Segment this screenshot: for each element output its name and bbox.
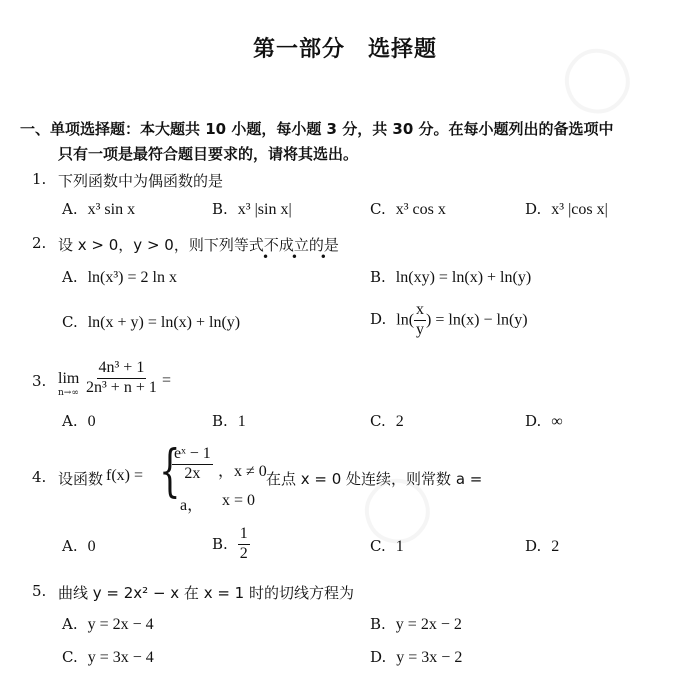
q1-text: 下列函数中为偶函数的是 [58, 172, 224, 190]
option-expr: y = 3x − 2 [396, 649, 463, 666]
section-instruction-line1: 一、单项选择题：本大题共 10 小题，每小题 3 分，共 30 分。在每小题列出的备选项中 [20, 120, 614, 138]
q5-option-b [370, 615, 462, 634]
q2-number: 2. [32, 234, 47, 252]
option-label: A. [62, 537, 78, 555]
option-label: B. [370, 268, 386, 286]
option-label: C. [370, 200, 386, 218]
q2-option-d [370, 302, 528, 339]
option-label: C. [370, 412, 386, 430]
q4-number: 4. [32, 468, 47, 486]
q4-piecewise-brace: { [159, 439, 181, 504]
q3-equals: = [162, 372, 172, 389]
q3-option-d [525, 412, 563, 431]
q4-text-post: 在点 x = 0 处连续，则常数 a = [266, 470, 483, 488]
option-expr: ln(xy) = ln(x) + ln(y) [395, 269, 532, 286]
q4-option-b [212, 526, 250, 563]
q4-option-c [370, 537, 404, 556]
q5-option-c [62, 648, 154, 667]
q3-lim: lim [58, 370, 80, 387]
option-expr: ∞ [551, 413, 563, 430]
q1-option-a [62, 200, 135, 219]
option-label: D. [525, 200, 542, 218]
option-fraction [238, 526, 250, 563]
option-label: D. [370, 310, 387, 329]
q4-case1-condition: ，x ≠ 0 [218, 463, 267, 480]
option-label: D. [525, 412, 542, 430]
option-expr: x³ sin x [87, 201, 136, 218]
option-expr: 2 [395, 413, 404, 430]
option-expr: y = 2x − 4 [87, 616, 154, 633]
fraction-numerator: 1 [238, 526, 250, 545]
q4-case1-fraction [172, 446, 213, 483]
q3-lim-subscript: n→∞ [58, 388, 79, 398]
q5-option-d [370, 648, 462, 667]
option-expr: x³ |sin x| [237, 201, 292, 218]
fraction-denominator: y [416, 320, 425, 338]
fraction-numerator: 4n³ + 1 [97, 360, 147, 379]
option-expr: y = 3x − 4 [87, 649, 154, 666]
q4-case2-value: a， [180, 497, 204, 514]
q4-text-pre: 设函数 [58, 470, 104, 488]
page-title: 第一部分 选择题 [252, 37, 437, 62]
option-label: C. [370, 537, 386, 555]
q4-option-d [525, 537, 559, 556]
q3-number: 3. [32, 372, 47, 390]
option-expr: 1 [395, 538, 404, 555]
q4-function: f(x) = [106, 467, 144, 484]
option-label: C. [62, 648, 78, 666]
option-label: C. [62, 313, 78, 331]
option-expr: 1 [237, 413, 246, 430]
option-expr-prefix: ln( [396, 311, 415, 329]
fraction-numerator: eˣ − 1 [172, 446, 213, 465]
option-expr-suffix: ) = ln(x) − ln(y) [426, 311, 528, 329]
q3-option-a [62, 412, 96, 431]
option-expr: 0 [87, 538, 96, 555]
option-expr: ln(x³) = 2 ln x [87, 269, 177, 286]
q5-number: 5. [32, 582, 47, 600]
option-label: A. [62, 615, 78, 633]
q4-case2-condition: x = 0 [222, 492, 256, 509]
fraction-denominator: 2n³ + n + 1 [86, 378, 157, 396]
option-label: A. [62, 268, 78, 286]
option-label: D. [525, 537, 542, 555]
q2-emphasis-dots: • • • [262, 250, 336, 264]
q3-option-c [370, 412, 404, 431]
q5-text: 曲线 y = 2x² − x 在 x = 1 时的切线方程为 [58, 584, 354, 602]
option-expr: x³ cos x [395, 201, 446, 218]
option-expr: 2 [551, 538, 560, 555]
option-expr: 0 [87, 413, 96, 430]
option-label: A. [62, 200, 78, 218]
option-label: B. [212, 200, 228, 218]
option-label: D. [370, 648, 387, 666]
q1-option-c [370, 200, 446, 219]
q5-option-a [62, 615, 154, 634]
q4-option-a [62, 537, 96, 556]
q3-fraction [84, 360, 159, 397]
q1-option-b [212, 200, 292, 219]
q2-option-c [62, 313, 240, 332]
option-expr: y = 2x − 2 [395, 616, 462, 633]
option-expr: ln(x + y) = ln(x) + ln(y) [87, 314, 241, 331]
option-label: B. [212, 412, 228, 430]
option-label: B. [370, 615, 386, 633]
fraction-numerator: x [414, 302, 426, 321]
option-expr: x³ |cos x| [551, 201, 608, 218]
option-label: A. [62, 412, 78, 430]
fraction-denominator: 2x [184, 464, 201, 482]
fraction-denominator: 2 [239, 544, 248, 562]
q2-option-a [62, 268, 177, 287]
option-label: B. [212, 535, 228, 554]
q3-option-b [212, 412, 246, 431]
section-instruction-line2: 只有一项是最符合题目要求的，请将其选出。 [58, 145, 359, 163]
q1-option-d [525, 200, 608, 219]
q1-number: 1. [32, 170, 47, 188]
q2-text: 设 x > 0，y > 0，则下列等式不成立的是 [58, 236, 339, 254]
option-fraction [414, 302, 426, 339]
q2-option-b [370, 268, 531, 287]
